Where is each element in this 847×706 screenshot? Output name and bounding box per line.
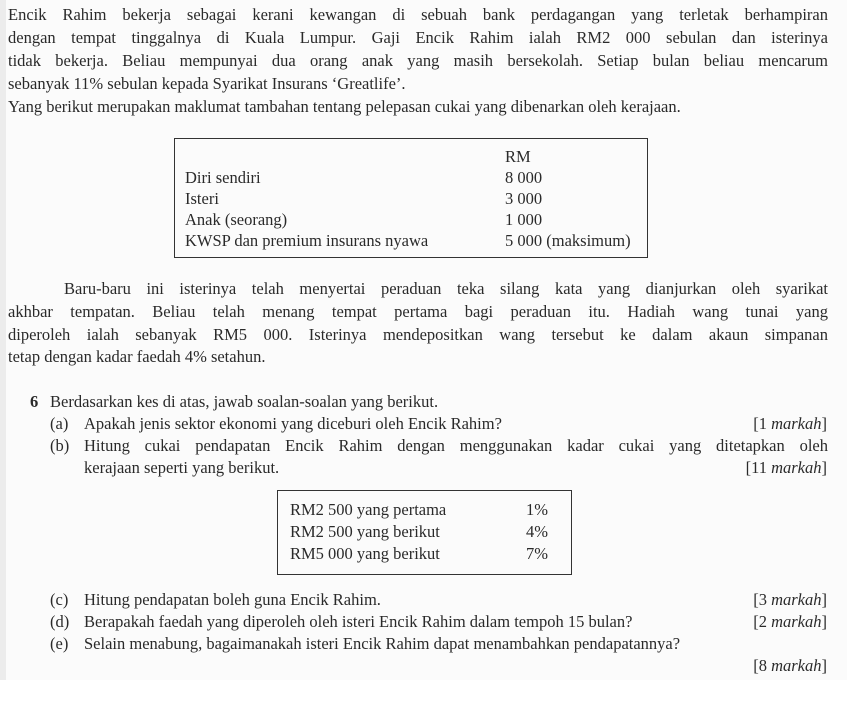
part-d-marks: [2 markah] xyxy=(753,612,827,631)
relief-table xyxy=(174,138,648,258)
relief-label: Diri sendiri xyxy=(185,168,261,187)
part-a-label: (a) xyxy=(50,414,69,433)
paragraph1-line: tidak bekerja. Beliau mempunyai dua orang anak yang masih bersekolah. Setiap bulan beliau mencarum xyxy=(8,51,828,70)
part-c-label: (c) xyxy=(50,590,69,609)
part-c-marks: [3 markah] xyxy=(753,590,827,609)
paragraph1-line: dengan tempat tinggalnya di Kuala Lumpur. Gaji Encik Rahim ialah RM2 000 sebulan dan isterinya xyxy=(8,28,828,47)
question-number: 6 xyxy=(30,392,39,411)
paragraph2-line: akhbar tempatan. Beliau telah menang tempat pertama bagi peraduan itu. Hadiah wang tunai yang xyxy=(8,302,828,321)
tax-rate: 4% xyxy=(526,522,548,541)
part-b-text: Hitung cukai pendapatan Encik Rahim dengan menggunakan kadar cukai yang ditetapkan oleh xyxy=(84,436,828,455)
relief-header: RM xyxy=(505,147,531,166)
part-e-marks: [8 markah] xyxy=(753,656,827,675)
part-c-text: Hitung pendapatan boleh guna Encik Rahim. xyxy=(84,590,381,609)
part-e-text: Selain menabung, bagaimanakah isteri Encik Rahim dapat menambahkan pendapatannya? xyxy=(84,634,681,653)
relief-value: 1 000 xyxy=(505,210,543,229)
table-intro: Yang berikut merupakan maklumat tambahan tentang pelepasan cukai yang dibenarkan oleh kerajaan. xyxy=(8,97,681,116)
part-a-marks: [1 markah] xyxy=(753,414,827,433)
tax-band: RM2 500 yang pertama xyxy=(290,500,447,519)
part-a-text: Apakah jenis sektor ekonomi yang diceburi oleh Encik Rahim? xyxy=(84,414,502,433)
part-b-text: kerajaan seperti yang berikut. xyxy=(84,458,280,477)
relief-value: 8 000 xyxy=(505,168,543,187)
part-d-label: (d) xyxy=(50,612,70,631)
relief-label: Anak (seorang) xyxy=(185,210,288,229)
tax-band: RM2 500 yang berikut xyxy=(290,522,440,541)
question-stem: Berdasarkan kes di atas, jawab soalan-soalan yang berikut. xyxy=(50,392,439,411)
paragraph2-line: tetap dengan kadar faedah 4% setahun. xyxy=(8,347,266,366)
paragraph2-line: diperoleh ialah sebanyak RM5 000. Isterinya mendepositkan wang tersebut ke dalam akaun simpanan xyxy=(8,325,828,344)
relief-value: 3 000 xyxy=(505,189,543,208)
paragraph1-line: sebanyak 11% sebulan kepada Syarikat Insurans ‘Greatlife’. xyxy=(8,74,406,93)
tax-rate-table xyxy=(277,490,572,575)
part-e-label: (e) xyxy=(50,634,69,653)
relief-value: 5 000 (maksimum) xyxy=(505,231,631,250)
scan-edge xyxy=(0,0,6,680)
paragraph2-line: Baru-baru ini isterinya telah menyertai peraduan teka silang kata yang dianjurkan oleh syarikat xyxy=(64,279,828,298)
tax-rate: 1% xyxy=(526,500,548,519)
relief-label: Isteri xyxy=(185,189,219,208)
tax-rate: 7% xyxy=(526,544,548,563)
paragraph1-line: Encik Rahim bekerja sebagai kerani kewangan di sebuah bank perdagangan yang terletak berhampiran xyxy=(8,5,828,24)
part-d-text: Berapakah faedah yang diperoleh oleh isteri Encik Rahim dalam tempoh 15 bulan? xyxy=(84,612,633,631)
tax-band: RM5 000 yang berikut xyxy=(290,544,440,563)
part-b-label: (b) xyxy=(50,436,70,455)
part-b-marks: [11 markah] xyxy=(745,458,827,477)
relief-label: KWSP dan premium insurans nyawa xyxy=(185,231,429,250)
